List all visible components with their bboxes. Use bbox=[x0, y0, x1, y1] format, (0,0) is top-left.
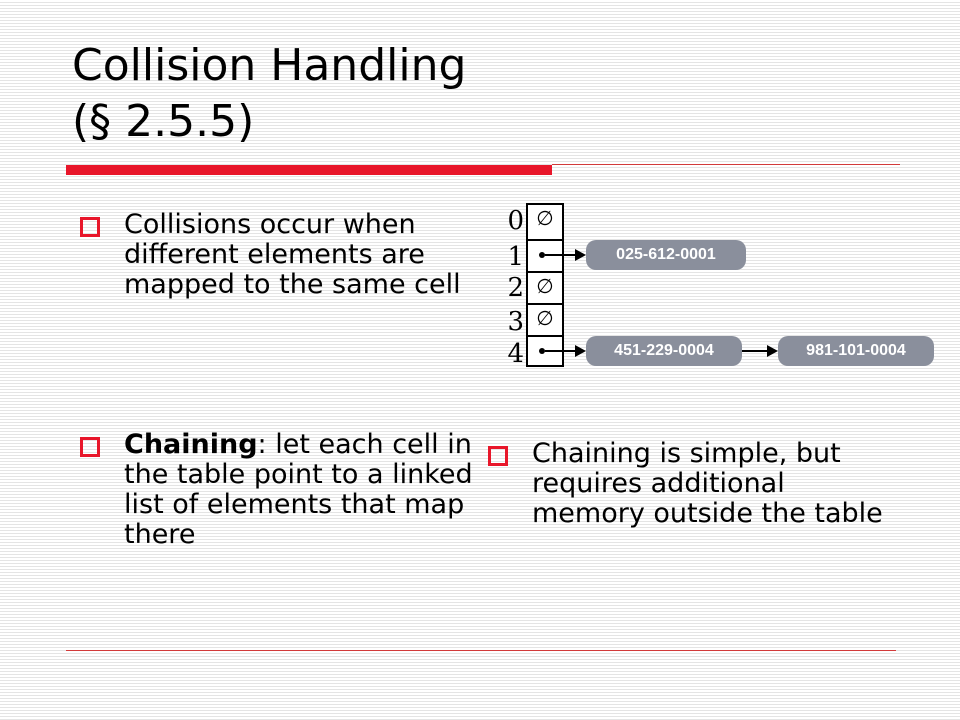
chaining-term: Chaining bbox=[124, 429, 258, 460]
bullet-chaining-note-text: Chaining is simple, but requires additional memory outside the table bbox=[532, 438, 883, 529]
table-index-1: 1 bbox=[507, 242, 524, 272]
empty-cell-3-icon: ∅ bbox=[536, 306, 554, 330]
title-line-1: Collision Handling bbox=[72, 40, 467, 91]
list-node-451-229-0004: 451-229-0004 bbox=[586, 336, 742, 366]
empty-cell-0-icon: ∅ bbox=[536, 206, 554, 230]
empty-cell-2-icon: ∅ bbox=[536, 274, 554, 298]
bullet-chaining-text: : let each cell in the table point to a linked list of elements that map there bbox=[124, 429, 473, 550]
list-node-981-101-0004: 981-101-0004 bbox=[778, 336, 934, 366]
table-index-3: 3 bbox=[507, 307, 524, 337]
title-line-2: (§ 2.5.5) bbox=[72, 96, 255, 147]
table-index-4: 4 bbox=[507, 339, 524, 369]
list-node-025-612-0001: 025-612-0001 bbox=[586, 240, 746, 270]
bullet-collisions-text: Collisions occur when different elements are mapped to the same cell bbox=[124, 209, 461, 300]
table-index-2: 2 bbox=[507, 273, 524, 303]
table-index-0: 0 bbox=[507, 206, 524, 236]
